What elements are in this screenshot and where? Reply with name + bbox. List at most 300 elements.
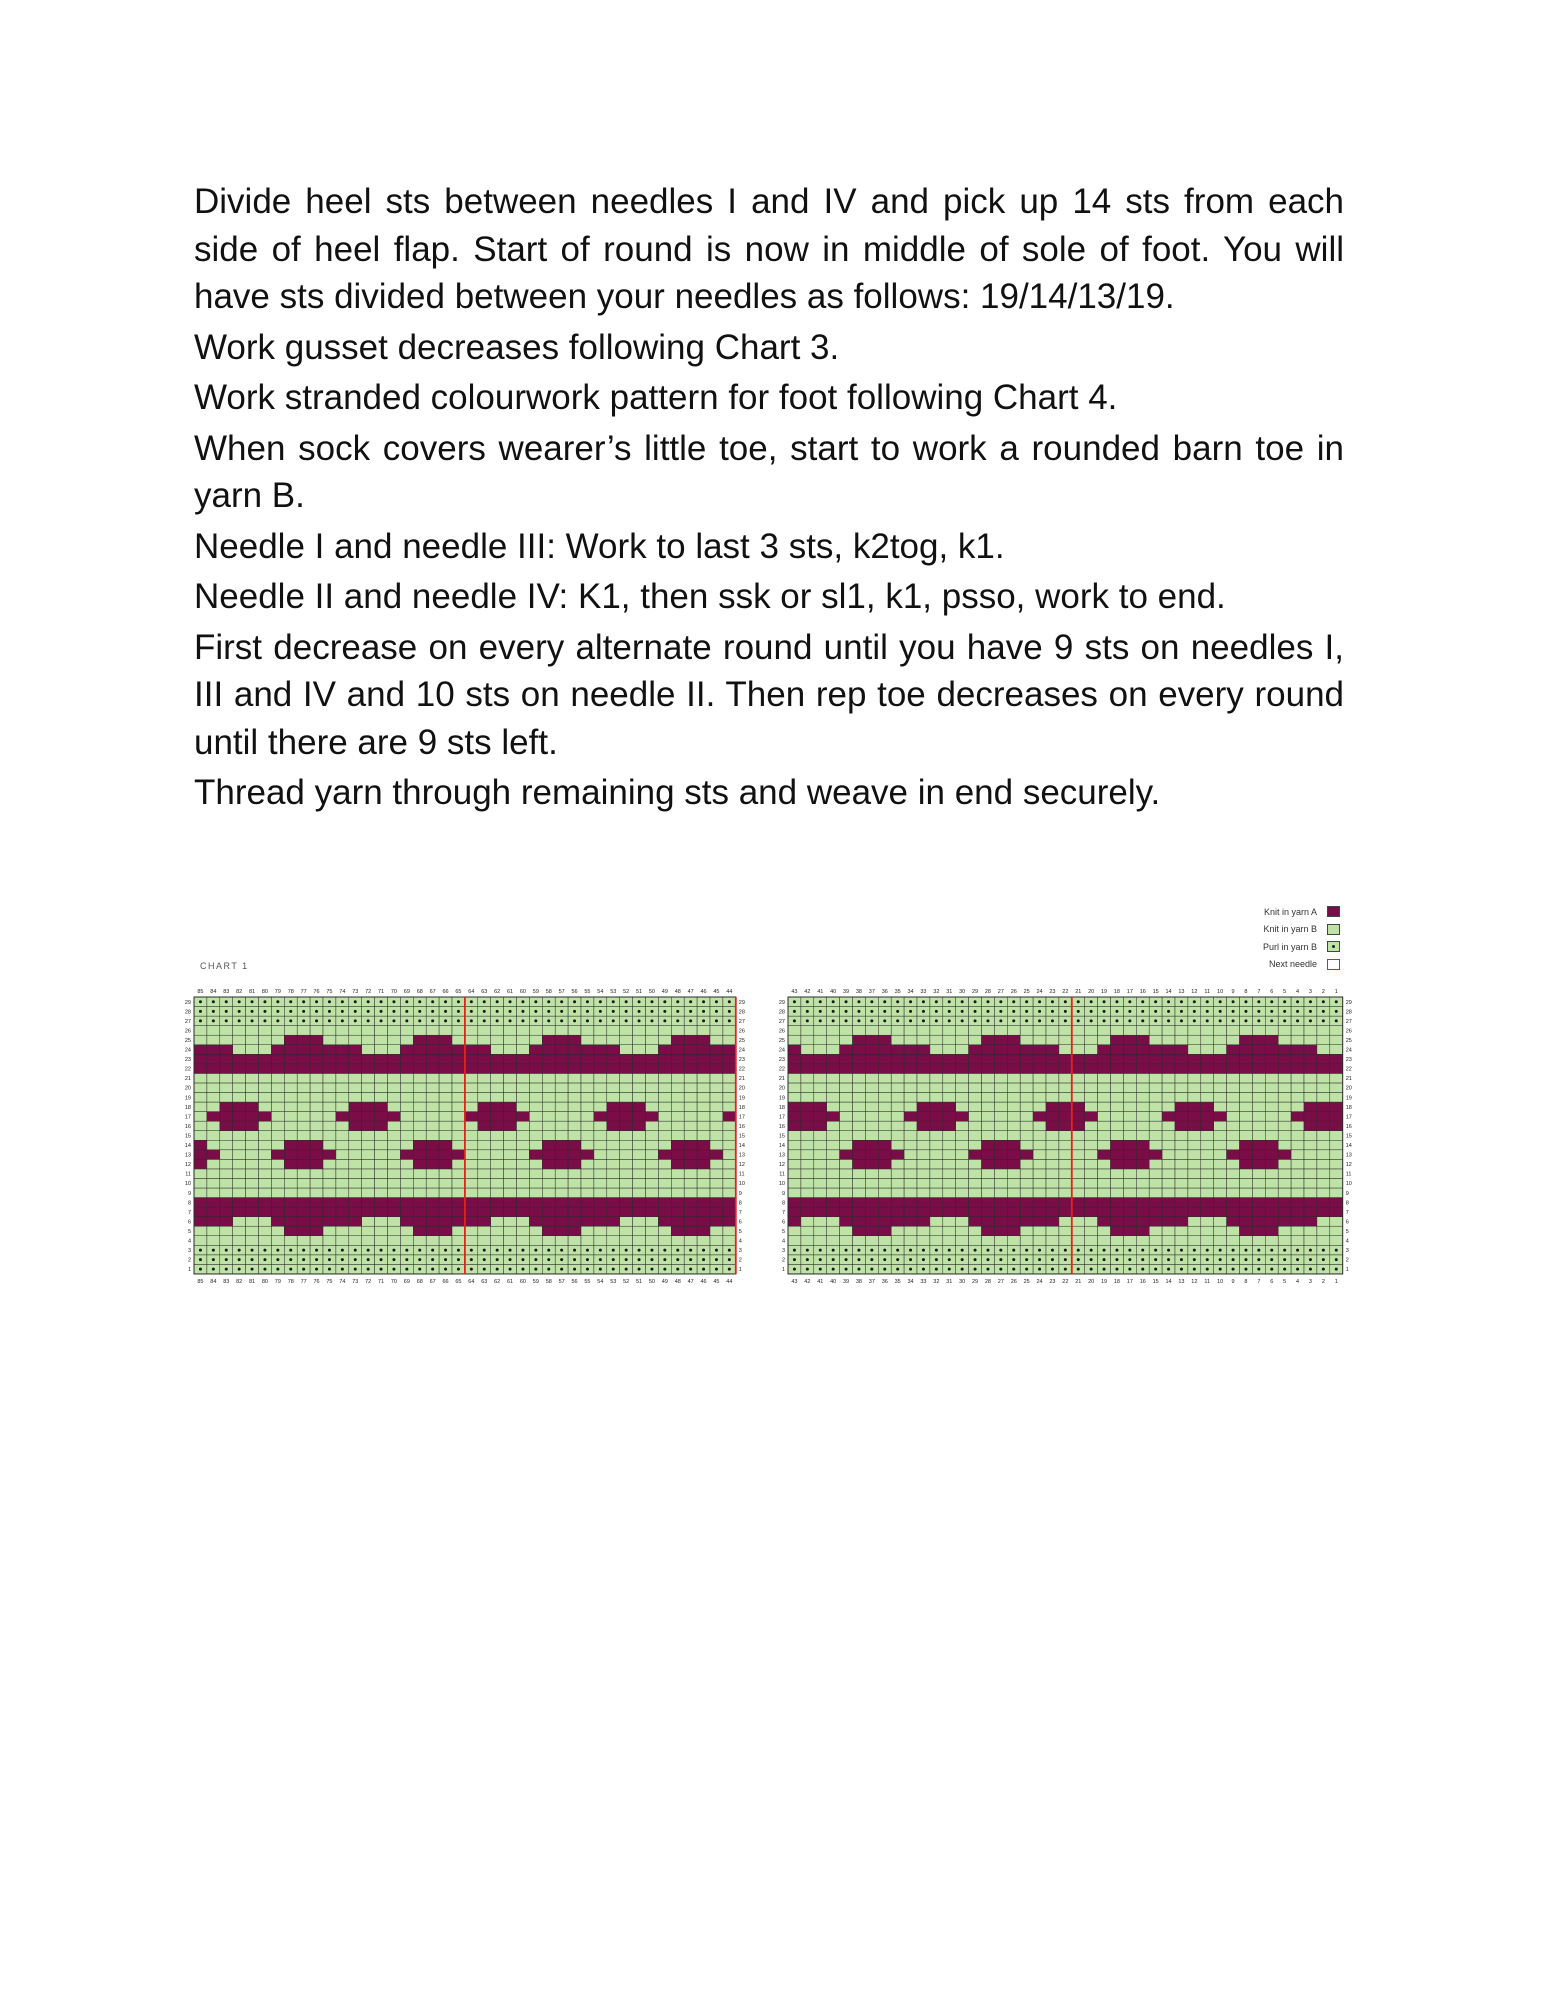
stitch-cell <box>1046 1083 1059 1093</box>
stitch-cell <box>220 1112 233 1122</box>
stitch-cell <box>1020 1083 1033 1093</box>
purl-dot <box>1283 1000 1286 1003</box>
stitch-cell <box>814 1112 827 1122</box>
stitch-cell <box>684 1083 697 1093</box>
stitch-cell <box>827 1054 840 1064</box>
row-number-label: 7 <box>738 1209 742 1216</box>
stitch-cell <box>323 1169 336 1179</box>
stitch-cell <box>865 1159 878 1169</box>
stitch-cell <box>788 1073 801 1083</box>
stitch-number-label: 29 <box>971 989 979 995</box>
stitch-cell <box>930 1207 943 1217</box>
stitch-cell <box>594 1083 607 1093</box>
stitch-cell <box>788 1150 801 1160</box>
stitch-cell <box>555 1035 568 1045</box>
purl-dot <box>534 1249 537 1252</box>
stitch-cell <box>827 1093 840 1103</box>
stitch-cell <box>233 1035 246 1045</box>
purl-dot <box>832 1249 835 1252</box>
stitch-cell <box>1072 1073 1085 1083</box>
stitch-cell <box>1265 1207 1278 1217</box>
stitch-cell <box>710 1054 723 1064</box>
purl-yarn-b-swatch-icon <box>1327 941 1340 952</box>
stitch-cell <box>1188 1140 1201 1150</box>
stitch-cell <box>1085 1169 1098 1179</box>
stitch-cell <box>568 1131 581 1141</box>
stitch-cell <box>323 1093 336 1103</box>
stitch-cell <box>581 1217 594 1227</box>
stitch-cell <box>1085 1035 1098 1045</box>
stitch-cell <box>878 1217 891 1227</box>
stitch-cell <box>710 1093 723 1103</box>
stitch-cell <box>840 1102 853 1112</box>
purl-dot <box>974 1010 977 1013</box>
stitch-cell <box>259 1064 272 1074</box>
stitch-cell <box>697 1035 710 1045</box>
stitch-cell <box>1252 1188 1265 1198</box>
stitch-cell <box>633 1064 646 1074</box>
purl-dot <box>974 1019 977 1022</box>
stitch-cell <box>671 1121 684 1131</box>
stitch-cell <box>220 1102 233 1112</box>
stitch-cell <box>388 1045 401 1055</box>
stitch-cell <box>930 1188 943 1198</box>
stitch-cell <box>388 1083 401 1093</box>
row-number-label: 2 <box>738 1257 742 1264</box>
legend-label: Knit in yarn B <box>1263 924 1317 935</box>
stitch-cell <box>323 1102 336 1112</box>
purl-dot <box>1180 1249 1183 1252</box>
stitch-cell <box>220 1035 233 1045</box>
purl-dot <box>560 1010 563 1013</box>
stitch-cell <box>1111 1150 1124 1160</box>
stitch-cell <box>517 1035 530 1045</box>
stitch-cell <box>827 1178 840 1188</box>
stitch-cell <box>400 1207 413 1217</box>
purl-dot <box>999 1249 1002 1252</box>
stitch-cell <box>529 1064 542 1074</box>
stitch-cell <box>1330 1064 1343 1074</box>
stitch-cell <box>1085 1054 1098 1064</box>
purl-dot <box>1180 1268 1183 1271</box>
stitch-cell <box>969 1073 982 1083</box>
stitch-cell <box>426 1159 439 1169</box>
stitch-cell <box>865 1083 878 1093</box>
stitch-cell <box>994 1054 1007 1064</box>
stitch-cell <box>633 1131 646 1141</box>
stitch-cell <box>1252 1178 1265 1188</box>
stitch-cell <box>994 1207 1007 1217</box>
stitch-cell <box>1007 1188 1020 1198</box>
stitch-cell <box>1020 1169 1033 1179</box>
stitch-cell <box>1227 1035 1240 1045</box>
purl-dot <box>845 1268 848 1271</box>
stitch-number-label: 69 <box>403 989 410 995</box>
purl-dot <box>1077 1258 1080 1261</box>
purl-dot <box>883 1249 886 1252</box>
purl-dot <box>276 1010 279 1013</box>
stitch-cell <box>542 1121 555 1131</box>
stitch-cell <box>1227 1198 1240 1208</box>
stitch-cell <box>517 1150 530 1160</box>
row-number-label: 29 <box>778 999 785 1006</box>
stitch-cell <box>491 1045 504 1055</box>
stitch-cell <box>1072 1045 1085 1055</box>
purl-dot <box>728 1258 731 1261</box>
stitch-cell <box>814 1150 827 1160</box>
stitch-cell <box>969 1112 982 1122</box>
stitch-cell <box>1162 1207 1175 1217</box>
stitch-cell <box>1330 1054 1343 1064</box>
stitch-cell <box>413 1035 426 1045</box>
purl-dot <box>909 1268 912 1271</box>
stitch-cell <box>310 1121 323 1131</box>
purl-dot <box>1283 1268 1286 1271</box>
stitch-cell <box>362 1131 375 1141</box>
stitch-cell <box>646 1226 659 1236</box>
stitch-cell <box>904 1102 917 1112</box>
purl-dot <box>1103 1010 1106 1013</box>
purl-dot <box>302 1268 305 1271</box>
stitch-cell <box>801 1112 814 1122</box>
stitch-cell <box>349 1083 362 1093</box>
stitch-cell <box>994 1150 1007 1160</box>
purl-dot <box>251 1019 254 1022</box>
stitch-cell <box>439 1150 452 1160</box>
stitch-cell <box>1317 1102 1330 1112</box>
stitch-cell <box>388 1159 401 1169</box>
purl-dot <box>418 1010 421 1013</box>
purl-dot <box>457 1258 460 1261</box>
stitch-number-label: 38 <box>855 1278 863 1285</box>
stitch-cell <box>491 1226 504 1236</box>
stitch-cell <box>504 1198 517 1208</box>
purl-dot <box>1283 1010 1286 1013</box>
stitch-cell <box>555 1188 568 1198</box>
stitch-cell <box>323 1188 336 1198</box>
purl-dot <box>1038 1249 1041 1252</box>
stitch-cell <box>426 1035 439 1045</box>
purl-dot <box>1051 1268 1054 1271</box>
stitch-cell <box>865 1054 878 1064</box>
stitch-cell <box>891 1064 904 1074</box>
purl-dot <box>832 1000 835 1003</box>
purl-dot <box>793 1258 796 1261</box>
stitch-cell <box>633 1121 646 1131</box>
stitch-cell <box>1020 1026 1033 1036</box>
stitch-cell <box>310 1054 323 1064</box>
stitch-cell <box>853 1226 866 1236</box>
purl-dot <box>405 1249 408 1252</box>
stitch-cell <box>684 1054 697 1064</box>
stitch-cell <box>1330 1131 1343 1141</box>
stitch-cell <box>671 1083 684 1093</box>
stitch-cell <box>504 1073 517 1083</box>
stitch-cell <box>1214 1093 1227 1103</box>
stitch-cell <box>439 1064 452 1074</box>
stitch-cell <box>646 1054 659 1064</box>
purl-dot <box>1206 1258 1209 1261</box>
row-number-label: 1 <box>781 1267 785 1274</box>
purl-dot <box>1115 1249 1118 1252</box>
purl-dot <box>431 1268 434 1271</box>
row-number-label: 18 <box>778 1104 785 1111</box>
stitch-cell <box>671 1198 684 1208</box>
stitch-cell <box>697 1169 710 1179</box>
purl-dot <box>961 1268 964 1271</box>
stitch-cell <box>1330 1159 1343 1169</box>
chart-legend <box>1180 903 1340 973</box>
stitch-cell <box>1304 1073 1317 1083</box>
stitch-cell <box>1240 1198 1253 1208</box>
stitch-cell <box>917 1112 930 1122</box>
stitch-cell <box>246 1035 259 1045</box>
stitch-cell <box>1317 1226 1330 1236</box>
stitch-cell <box>1240 1121 1253 1131</box>
stitch-cell <box>956 1188 969 1198</box>
stitch-cell <box>491 1131 504 1141</box>
stitch-number-label: 12 <box>1191 989 1198 995</box>
stitch-cell <box>284 1131 297 1141</box>
stitch-cell <box>1278 1121 1291 1131</box>
stitch-cell <box>504 1150 517 1160</box>
stitch-cell <box>284 1236 297 1246</box>
purl-dot <box>922 1249 925 1252</box>
stitch-cell <box>517 1083 530 1093</box>
stitch-cell <box>1317 1026 1330 1036</box>
stitch-cell <box>788 1188 801 1198</box>
purl-dot <box>251 1000 254 1003</box>
stitch-number-label: 38 <box>855 989 863 995</box>
row-number-label: 11 <box>185 1171 191 1178</box>
stitch-cell <box>891 1217 904 1227</box>
stitch-cell <box>1201 1226 1214 1236</box>
stitch-cell <box>362 1150 375 1160</box>
purl-dot <box>1051 1258 1054 1261</box>
stitch-cell <box>788 1159 801 1169</box>
stitch-cell <box>1188 1073 1201 1083</box>
stitch-cell <box>1033 1188 1046 1198</box>
stitch-cell <box>1227 1054 1240 1064</box>
stitch-number-label: 9 <box>1231 989 1235 995</box>
purl-dot <box>1012 1258 1015 1261</box>
stitch-cell <box>1304 1102 1317 1112</box>
stitch-number-label: 73 <box>352 1278 359 1285</box>
stitch-cell <box>1227 1169 1240 1179</box>
stitch-cell <box>620 1131 633 1141</box>
purl-dot <box>547 1258 550 1261</box>
stitch-cell <box>1162 1054 1175 1064</box>
purl-dot <box>715 1249 718 1252</box>
stitch-cell <box>504 1121 517 1131</box>
stitch-cell <box>297 1150 310 1160</box>
purl-dot <box>999 1010 1002 1013</box>
purl-dot <box>1257 1268 1260 1271</box>
knit-yarn-a-swatch-icon <box>1327 906 1340 917</box>
stitch-cell <box>271 1064 284 1074</box>
stitch-cell <box>1136 1236 1149 1246</box>
stitch-cell <box>607 1102 620 1112</box>
stitch-cell <box>439 1102 452 1112</box>
stitch-cell <box>594 1102 607 1112</box>
stitch-cell <box>1136 1169 1149 1179</box>
stitch-cell <box>271 1159 284 1169</box>
purl-dot <box>496 1258 499 1261</box>
purl-dot <box>663 1258 666 1261</box>
stitch-cell <box>336 1026 349 1036</box>
stitch-cell <box>388 1198 401 1208</box>
stitch-cell <box>994 1064 1007 1074</box>
stitch-number-label: 79 <box>274 1278 281 1285</box>
stitch-cell <box>1111 1035 1124 1045</box>
stitch-cell <box>220 1150 233 1160</box>
purl-dot <box>1064 1258 1067 1261</box>
stitch-cell <box>349 1112 362 1122</box>
stitch-cell <box>671 1054 684 1064</box>
purl-dot <box>1012 1268 1015 1271</box>
stitch-cell <box>1188 1178 1201 1188</box>
stitch-cell <box>1214 1150 1227 1160</box>
row-number-label: 13 <box>778 1152 785 1159</box>
stitch-cell <box>413 1178 426 1188</box>
stitch-cell <box>1123 1159 1136 1169</box>
stitch-cell <box>801 1121 814 1131</box>
stitch-cell <box>865 1131 878 1141</box>
stitch-cell <box>801 1083 814 1093</box>
stitch-cell <box>349 1131 362 1141</box>
stitch-cell <box>956 1198 969 1208</box>
stitch-cell <box>555 1131 568 1141</box>
stitch-number-label: 62 <box>494 1278 501 1285</box>
stitch-cell <box>400 1073 413 1083</box>
stitch-cell <box>671 1150 684 1160</box>
stitch-cell <box>284 1121 297 1131</box>
stitch-cell <box>504 1083 517 1093</box>
purl-dot <box>521 1019 524 1022</box>
purl-dot <box>1103 1249 1106 1252</box>
stitch-cell <box>529 1159 542 1169</box>
purl-dot <box>496 1268 499 1271</box>
stitch-cell <box>917 1073 930 1083</box>
stitch-cell <box>1188 1064 1201 1074</box>
purl-dot <box>857 1268 860 1271</box>
stitch-cell <box>697 1064 710 1074</box>
stitch-cell <box>581 1236 594 1246</box>
purl-dot <box>612 1019 615 1022</box>
stitch-cell <box>1162 1093 1175 1103</box>
stitch-cell <box>1330 1073 1343 1083</box>
stitch-cell <box>246 1217 259 1227</box>
stitch-cell <box>400 1236 413 1246</box>
stitch-cell <box>568 1178 581 1188</box>
stitch-number-label: 18 <box>1113 1278 1121 1285</box>
purl-dot <box>650 1000 653 1003</box>
row-number-label: 24 <box>778 1047 785 1054</box>
stitch-cell <box>1162 1035 1175 1045</box>
purl-dot <box>457 1019 460 1022</box>
stitch-cell <box>413 1064 426 1074</box>
stitch-cell <box>1059 1207 1072 1217</box>
purl-dot <box>367 1258 370 1261</box>
purl-dot <box>392 1249 395 1252</box>
stitch-cell <box>1020 1198 1033 1208</box>
stitch-cell <box>1265 1083 1278 1093</box>
purl-dot <box>974 1268 977 1271</box>
stitch-cell <box>956 1112 969 1122</box>
stitch-cell <box>1033 1073 1046 1083</box>
stitch-cell <box>1149 1035 1162 1045</box>
stitch-cell <box>1123 1198 1136 1208</box>
stitch-cell <box>207 1054 220 1064</box>
stitch-number-label: 67 <box>429 1278 436 1285</box>
stitch-cell <box>465 1035 478 1045</box>
stitch-cell <box>827 1121 840 1131</box>
stitch-cell <box>362 1054 375 1064</box>
stitch-cell <box>891 1026 904 1036</box>
purl-dot <box>560 1000 563 1003</box>
stitch-cell <box>271 1169 284 1179</box>
purl-dot <box>547 1268 550 1271</box>
stitch-cell <box>1227 1131 1240 1141</box>
stitch-cell <box>607 1169 620 1179</box>
stitch-cell <box>259 1188 272 1198</box>
stitch-cell <box>246 1188 259 1198</box>
stitch-cell <box>956 1207 969 1217</box>
purl-dot <box>315 1268 318 1271</box>
row-number-label: 22 <box>738 1066 745 1073</box>
stitch-cell <box>1201 1131 1214 1141</box>
stitch-cell <box>349 1026 362 1036</box>
stitch-cell <box>388 1169 401 1179</box>
stitch-cell <box>259 1131 272 1141</box>
stitch-cell <box>1304 1026 1317 1036</box>
stitch-cell <box>710 1121 723 1131</box>
stitch-cell <box>400 1131 413 1141</box>
stitch-cell <box>684 1169 697 1179</box>
stitch-cell <box>827 1045 840 1055</box>
stitch-cell <box>1252 1035 1265 1045</box>
purl-dot <box>457 1249 460 1252</box>
stitch-cell <box>207 1121 220 1131</box>
stitch-cell <box>969 1035 982 1045</box>
stitch-cell <box>801 1150 814 1160</box>
stitch-cell <box>297 1054 310 1064</box>
stitch-cell <box>1265 1169 1278 1179</box>
stitch-cell <box>336 1188 349 1198</box>
stitch-cell <box>220 1131 233 1141</box>
stitch-cell <box>697 1026 710 1036</box>
stitch-cell <box>1227 1207 1240 1217</box>
purl-dot <box>380 1019 383 1022</box>
purl-dot <box>547 1249 550 1252</box>
stitch-cell <box>1240 1026 1253 1036</box>
purl-dot <box>1154 1010 1157 1013</box>
stitch-cell <box>788 1026 801 1036</box>
stitch-cell <box>697 1045 710 1055</box>
stitch-cell <box>233 1140 246 1150</box>
stitch-cell <box>878 1188 891 1198</box>
purl-dot <box>922 1268 925 1271</box>
stitch-cell <box>1214 1169 1227 1179</box>
stitch-number-label: 80 <box>261 989 269 995</box>
stitch-cell <box>1098 1131 1111 1141</box>
stitch-cell <box>310 1112 323 1122</box>
stitch-cell <box>478 1102 491 1112</box>
stitch-cell <box>1149 1159 1162 1169</box>
stitch-cell <box>646 1217 659 1227</box>
purl-dot <box>367 1268 370 1271</box>
stitch-cell <box>271 1121 284 1131</box>
